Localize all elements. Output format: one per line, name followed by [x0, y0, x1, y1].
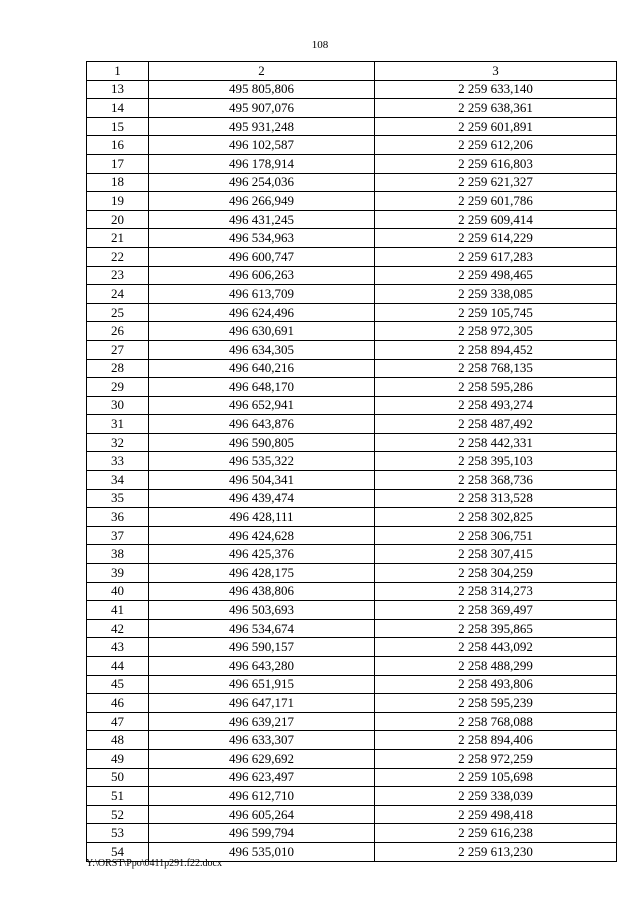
point-number-cell: 49 — [87, 749, 149, 768]
point-number-cell: 41 — [87, 601, 149, 620]
point-number-cell: 29 — [87, 378, 149, 397]
table-row — [87, 545, 617, 564]
table-row — [87, 303, 617, 322]
footer-file-path: Y:\ORST\Ppo\0411p291.f22.docx — [86, 858, 222, 869]
y-coordinate-cell: 2 258 307,415 — [375, 545, 617, 564]
y-coordinate-cell: 2 258 894,406 — [375, 731, 617, 750]
y-coordinate-cell: 2 258 488,299 — [375, 657, 617, 676]
point-number-cell: 27 — [87, 340, 149, 359]
y-coordinate-cell: 2 259 638,361 — [375, 99, 617, 118]
y-coordinate-cell: 2 259 616,238 — [375, 824, 617, 843]
table-row — [87, 415, 617, 434]
y-coordinate-cell: 2 259 633,140 — [375, 80, 617, 99]
x-coordinate-cell: 496 624,496 — [149, 303, 375, 322]
table-row — [87, 322, 617, 341]
table-row — [87, 601, 617, 620]
x-coordinate-cell: 496 633,307 — [149, 731, 375, 750]
x-coordinate-cell: 495 805,806 — [149, 80, 375, 99]
y-coordinate-cell: 2 258 302,825 — [375, 508, 617, 527]
point-number-cell: 32 — [87, 433, 149, 452]
table-row — [87, 564, 617, 583]
point-number-cell: 18 — [87, 173, 149, 192]
y-coordinate-cell: 2 258 442,331 — [375, 433, 617, 452]
table-row — [87, 433, 617, 452]
table-row — [87, 247, 617, 266]
y-coordinate-cell: 2 258 443,092 — [375, 638, 617, 657]
table-row — [87, 712, 617, 731]
y-coordinate-cell: 2 258 768,135 — [375, 359, 617, 378]
point-number-cell: 51 — [87, 787, 149, 806]
table-row — [87, 471, 617, 490]
table-row — [87, 154, 617, 173]
y-coordinate-cell: 2 259 614,229 — [375, 229, 617, 248]
x-coordinate-cell: 496 651,915 — [149, 675, 375, 694]
y-coordinate-cell: 2 258 368,736 — [375, 471, 617, 490]
y-coordinate-cell: 2 258 972,259 — [375, 749, 617, 768]
point-number-cell: 54 — [87, 842, 149, 861]
point-number-cell: 52 — [87, 805, 149, 824]
x-coordinate-cell: 496 605,264 — [149, 805, 375, 824]
point-number-cell: 43 — [87, 638, 149, 657]
x-coordinate-cell: 496 630,691 — [149, 322, 375, 341]
table-row — [87, 749, 617, 768]
x-coordinate-cell: 496 613,709 — [149, 285, 375, 304]
y-coordinate-cell: 2 258 487,492 — [375, 415, 617, 434]
table-header-row — [87, 62, 617, 81]
table-row — [87, 582, 617, 601]
coordinates-table — [86, 61, 617, 862]
x-coordinate-cell: 495 907,076 — [149, 99, 375, 118]
point-number-cell: 50 — [87, 768, 149, 787]
x-coordinate-cell: 496 178,914 — [149, 154, 375, 173]
y-coordinate-cell: 2 258 894,452 — [375, 340, 617, 359]
column-header-x: 2 — [149, 62, 375, 81]
point-number-cell: 30 — [87, 396, 149, 415]
point-number-cell: 45 — [87, 675, 149, 694]
table-row — [87, 805, 617, 824]
point-number-cell: 37 — [87, 526, 149, 545]
point-number-cell: 47 — [87, 712, 149, 731]
table-row — [87, 173, 617, 192]
point-number-cell: 21 — [87, 229, 149, 248]
table-row — [87, 638, 617, 657]
x-coordinate-cell: 496 428,111 — [149, 508, 375, 527]
table-row — [87, 285, 617, 304]
point-number-cell: 15 — [87, 117, 149, 136]
y-coordinate-cell: 2 259 621,327 — [375, 173, 617, 192]
x-coordinate-cell: 496 534,963 — [149, 229, 375, 248]
point-number-cell: 35 — [87, 489, 149, 508]
x-coordinate-cell: 496 647,171 — [149, 694, 375, 713]
x-coordinate-cell: 496 623,497 — [149, 768, 375, 787]
y-coordinate-cell: 2 258 395,103 — [375, 452, 617, 471]
y-coordinate-cell: 2 259 616,803 — [375, 154, 617, 173]
table-row — [87, 675, 617, 694]
table-row — [87, 340, 617, 359]
y-coordinate-cell: 2 258 314,273 — [375, 582, 617, 601]
column-header-point-number: 1 — [87, 62, 149, 81]
point-number-cell: 19 — [87, 192, 149, 211]
x-coordinate-cell: 496 643,876 — [149, 415, 375, 434]
x-coordinate-cell: 496 431,245 — [149, 210, 375, 229]
table-row — [87, 657, 617, 676]
point-number-cell: 23 — [87, 266, 149, 285]
y-coordinate-cell: 2 259 105,698 — [375, 768, 617, 787]
x-coordinate-cell: 496 254,036 — [149, 173, 375, 192]
y-coordinate-cell: 2 259 617,283 — [375, 247, 617, 266]
x-coordinate-cell: 496 648,170 — [149, 378, 375, 397]
table-row — [87, 526, 617, 545]
table-row — [87, 117, 617, 136]
table-row — [87, 229, 617, 248]
x-coordinate-cell: 496 503,693 — [149, 601, 375, 620]
y-coordinate-cell: 2 258 493,806 — [375, 675, 617, 694]
y-coordinate-cell: 2 259 498,418 — [375, 805, 617, 824]
y-coordinate-cell: 2 259 613,230 — [375, 842, 617, 861]
point-number-cell: 38 — [87, 545, 149, 564]
point-number-cell: 40 — [87, 582, 149, 601]
x-coordinate-cell: 496 599,794 — [149, 824, 375, 843]
point-number-cell: 26 — [87, 322, 149, 341]
x-coordinate-cell: 496 640,216 — [149, 359, 375, 378]
table-row — [87, 619, 617, 638]
x-coordinate-cell: 496 535,322 — [149, 452, 375, 471]
x-coordinate-cell: 496 590,805 — [149, 433, 375, 452]
x-coordinate-cell: 496 639,217 — [149, 712, 375, 731]
x-coordinate-cell: 496 590,157 — [149, 638, 375, 657]
y-coordinate-cell: 2 258 595,286 — [375, 378, 617, 397]
point-number-cell: 24 — [87, 285, 149, 304]
table-row — [87, 824, 617, 843]
table-row — [87, 192, 617, 211]
table-row — [87, 489, 617, 508]
x-coordinate-cell: 496 652,941 — [149, 396, 375, 415]
point-number-cell: 33 — [87, 452, 149, 471]
y-coordinate-cell: 2 259 338,085 — [375, 285, 617, 304]
y-coordinate-cell: 2 258 972,305 — [375, 322, 617, 341]
x-coordinate-cell: 496 634,305 — [149, 340, 375, 359]
y-coordinate-cell: 2 259 105,745 — [375, 303, 617, 322]
point-number-cell: 42 — [87, 619, 149, 638]
y-coordinate-cell: 2 259 609,414 — [375, 210, 617, 229]
x-coordinate-cell: 495 931,248 — [149, 117, 375, 136]
y-coordinate-cell: 2 259 612,206 — [375, 136, 617, 155]
x-coordinate-cell: 496 504,341 — [149, 471, 375, 490]
point-number-cell: 53 — [87, 824, 149, 843]
x-coordinate-cell: 496 102,587 — [149, 136, 375, 155]
x-coordinate-cell: 496 629,692 — [149, 749, 375, 768]
table-row — [87, 80, 617, 99]
y-coordinate-cell: 2 258 595,239 — [375, 694, 617, 713]
page-number: 108 — [311, 39, 329, 51]
point-number-cell: 22 — [87, 247, 149, 266]
point-number-cell: 14 — [87, 99, 149, 118]
table-row — [87, 266, 617, 285]
table-row — [87, 508, 617, 527]
y-coordinate-cell: 2 259 601,891 — [375, 117, 617, 136]
table-row — [87, 378, 617, 397]
table-row — [87, 787, 617, 806]
point-number-cell: 28 — [87, 359, 149, 378]
y-coordinate-cell: 2 259 498,465 — [375, 266, 617, 285]
y-coordinate-cell: 2 258 493,274 — [375, 396, 617, 415]
table-row — [87, 359, 617, 378]
y-coordinate-cell: 2 258 395,865 — [375, 619, 617, 638]
y-coordinate-cell: 2 258 768,088 — [375, 712, 617, 731]
table-row — [87, 396, 617, 415]
table-body — [87, 80, 617, 861]
y-coordinate-cell: 2 259 338,039 — [375, 787, 617, 806]
x-coordinate-cell: 496 438,806 — [149, 582, 375, 601]
point-number-cell: 48 — [87, 731, 149, 750]
column-header-y: 3 — [375, 62, 617, 81]
x-coordinate-cell: 496 439,474 — [149, 489, 375, 508]
point-number-cell: 44 — [87, 657, 149, 676]
y-coordinate-cell: 2 258 306,751 — [375, 526, 617, 545]
x-coordinate-cell: 496 425,376 — [149, 545, 375, 564]
x-coordinate-cell: 496 534,674 — [149, 619, 375, 638]
table-row — [87, 99, 617, 118]
table-row — [87, 452, 617, 471]
table-row — [87, 694, 617, 713]
table-row — [87, 210, 617, 229]
y-coordinate-cell: 2 259 601,786 — [375, 192, 617, 211]
point-number-cell: 20 — [87, 210, 149, 229]
table-row — [87, 136, 617, 155]
x-coordinate-cell: 496 643,280 — [149, 657, 375, 676]
x-coordinate-cell: 496 428,175 — [149, 564, 375, 583]
point-number-cell: 13 — [87, 80, 149, 99]
x-coordinate-cell: 496 424,628 — [149, 526, 375, 545]
y-coordinate-cell: 2 258 313,528 — [375, 489, 617, 508]
point-number-cell: 31 — [87, 415, 149, 434]
point-number-cell: 36 — [87, 508, 149, 527]
point-number-cell: 17 — [87, 154, 149, 173]
x-coordinate-cell: 496 266,949 — [149, 192, 375, 211]
table-row — [87, 768, 617, 787]
table-row — [87, 731, 617, 750]
point-number-cell: 25 — [87, 303, 149, 322]
x-coordinate-cell: 496 612,710 — [149, 787, 375, 806]
point-number-cell: 16 — [87, 136, 149, 155]
y-coordinate-cell: 2 258 304,259 — [375, 564, 617, 583]
y-coordinate-cell: 2 258 369,497 — [375, 601, 617, 620]
point-number-cell: 34 — [87, 471, 149, 490]
point-number-cell: 39 — [87, 564, 149, 583]
x-coordinate-cell: 496 600,747 — [149, 247, 375, 266]
point-number-cell: 46 — [87, 694, 149, 713]
x-coordinate-cell: 496 606,263 — [149, 266, 375, 285]
x-coordinate-cell: 496 535,010 — [149, 842, 375, 861]
